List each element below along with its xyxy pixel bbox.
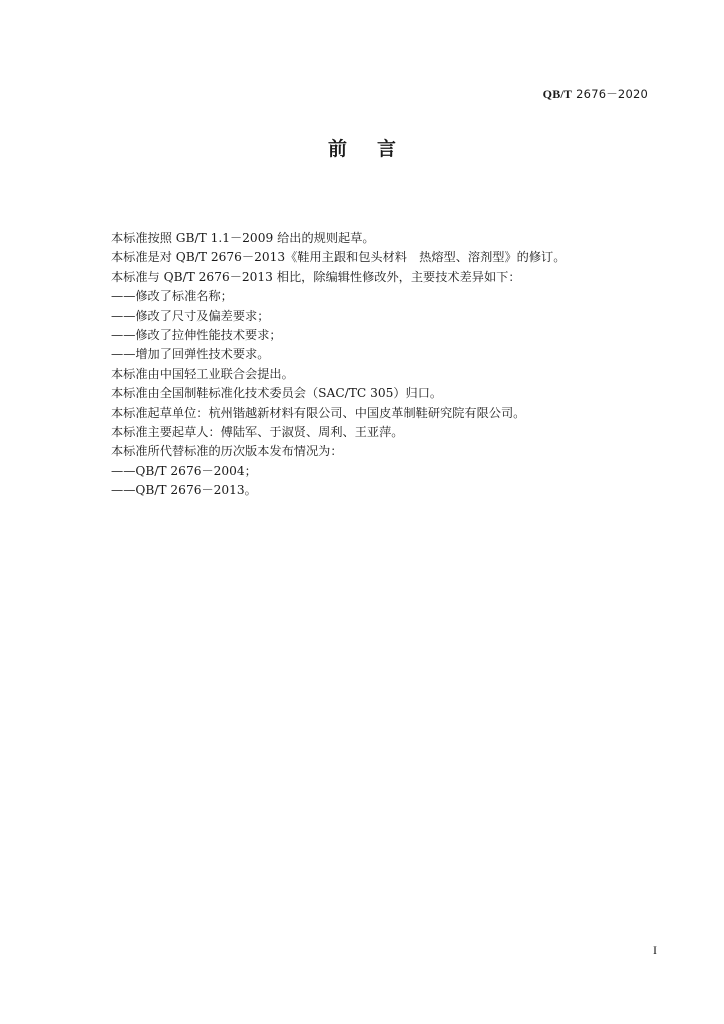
foreword-body xyxy=(111,229,651,500)
foreword-line: 本标准按照 GB/T 1.1－2009 给出的规则起草。 xyxy=(111,231,375,245)
change-list-item: ——修改了标准名称； xyxy=(111,289,233,304)
standard-code xyxy=(543,86,648,102)
standard-code-number: 2676－2020 xyxy=(576,87,648,101)
foreword-line: 本标准是对 QB/T 2676－2013《鞋用主跟和包头材料 热熔型、溶剂型》的修订。 xyxy=(111,250,566,265)
change-list-item: ——增加了回弹性技术要求。 xyxy=(111,347,270,362)
change-list-item: ——修改了拉伸性能技术要求； xyxy=(111,327,282,342)
foreword-line: 本标准由中国轻工业联合会提出。 xyxy=(111,366,294,381)
version-list-item: ——QB/T 2676－2004； xyxy=(111,463,257,478)
foreword-line: 本标准由全国制鞋标准化技术委员会（SAC/TC 305）归口。 xyxy=(111,386,443,401)
change-list-item: ——修改了尺寸及偏差要求； xyxy=(111,308,270,323)
page-number: I xyxy=(653,943,657,957)
version-list-item: ——QB/T 2676－2013。 xyxy=(111,483,257,498)
foreword-line: 本标准主要起草人：傅陆军、于淑贤、周利、王亚萍。 xyxy=(111,424,404,439)
foreword-line: 本标准起草单位：杭州锴越新材料有限公司、中国皮革制鞋研究院有限公司。 xyxy=(111,405,526,420)
standard-code-prefix: QB/T xyxy=(542,87,573,101)
page-title: 前言 xyxy=(327,138,426,160)
foreword-line: 本标准与 QB/T 2676－2013 相比，除编辑性修改外，主要技术差异如下： xyxy=(111,269,521,284)
foreword-line: 本标准所代替标准的历次版本发布情况为： xyxy=(111,444,343,459)
